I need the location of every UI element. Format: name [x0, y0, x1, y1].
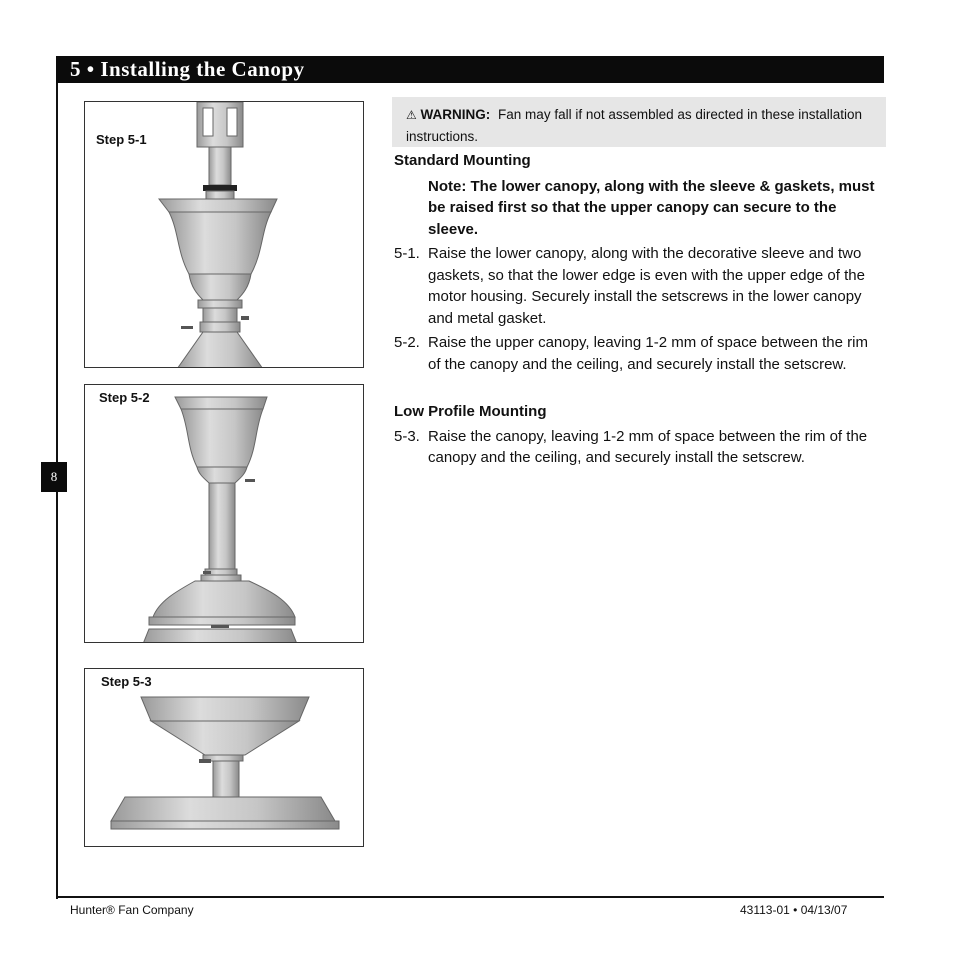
footer-doc-id: 43113-01 • 04/13/07: [740, 903, 848, 917]
footer-rule: [56, 896, 884, 898]
standard-mounting-heading: Standard Mounting: [394, 152, 531, 169]
canopy-illustration-5-3: [85, 669, 364, 847]
step-text: Raise the canopy, leaving 1-2 mm of space between the rim of the canopy and the ceiling, and securely install the setscrew.: [428, 427, 868, 466]
footer-company: Hunter® Fan Company: [70, 903, 194, 917]
section-title: 5 • Installing the Canopy: [70, 57, 305, 81]
low-profile-mounting-heading: Low Profile Mounting: [394, 403, 547, 420]
step-item: [394, 332, 884, 375]
figure-label: Step 5-3: [101, 674, 152, 689]
figure-step-5-1: [84, 101, 364, 368]
figure-step-5-2: [84, 384, 364, 643]
step-item: [394, 243, 884, 329]
step-number: 5-1.: [394, 245, 420, 262]
step-number: 5-3.: [394, 427, 420, 445]
page-number-tab: [41, 462, 67, 492]
page-number: 8: [50, 469, 58, 484]
warning-text: Fan may fall if not assembled as directed in these installation instructions.: [406, 107, 862, 144]
step-text: Raise the upper canopy, leaving 1-2 mm of space between the rim of the canopy and the ceiling, and securely install the setscrew.: [428, 334, 868, 373]
step-item: [394, 426, 884, 469]
standard-mounting-note: Note: The lower canopy, along with the sleeve & gaskets, must be raised first so that the upper canopy can secure to the sleeve.: [428, 177, 875, 238]
warning-icon: ⚠: [406, 108, 417, 122]
figure-step-5-3: [84, 668, 364, 847]
step-number: 5-2.: [394, 334, 420, 351]
warning-box: [392, 97, 886, 147]
standard-mounting-section: [394, 150, 884, 375]
section-header-bar: [56, 56, 884, 83]
warning-title: WARNING:: [420, 107, 491, 122]
figure-label: Step 5-1: [96, 132, 147, 147]
low-profile-mounting-section: [394, 401, 884, 469]
figure-label: Step 5-2: [99, 390, 150, 405]
step-text: Raise the lower canopy, along with the decorative sleeve and two gaskets, so that the lower edge is even with the upper edge of the motor housing. Securely install the setscrews in the lower canopy and metal gasket.: [428, 245, 865, 327]
canopy-illustration-5-2: [85, 385, 364, 643]
